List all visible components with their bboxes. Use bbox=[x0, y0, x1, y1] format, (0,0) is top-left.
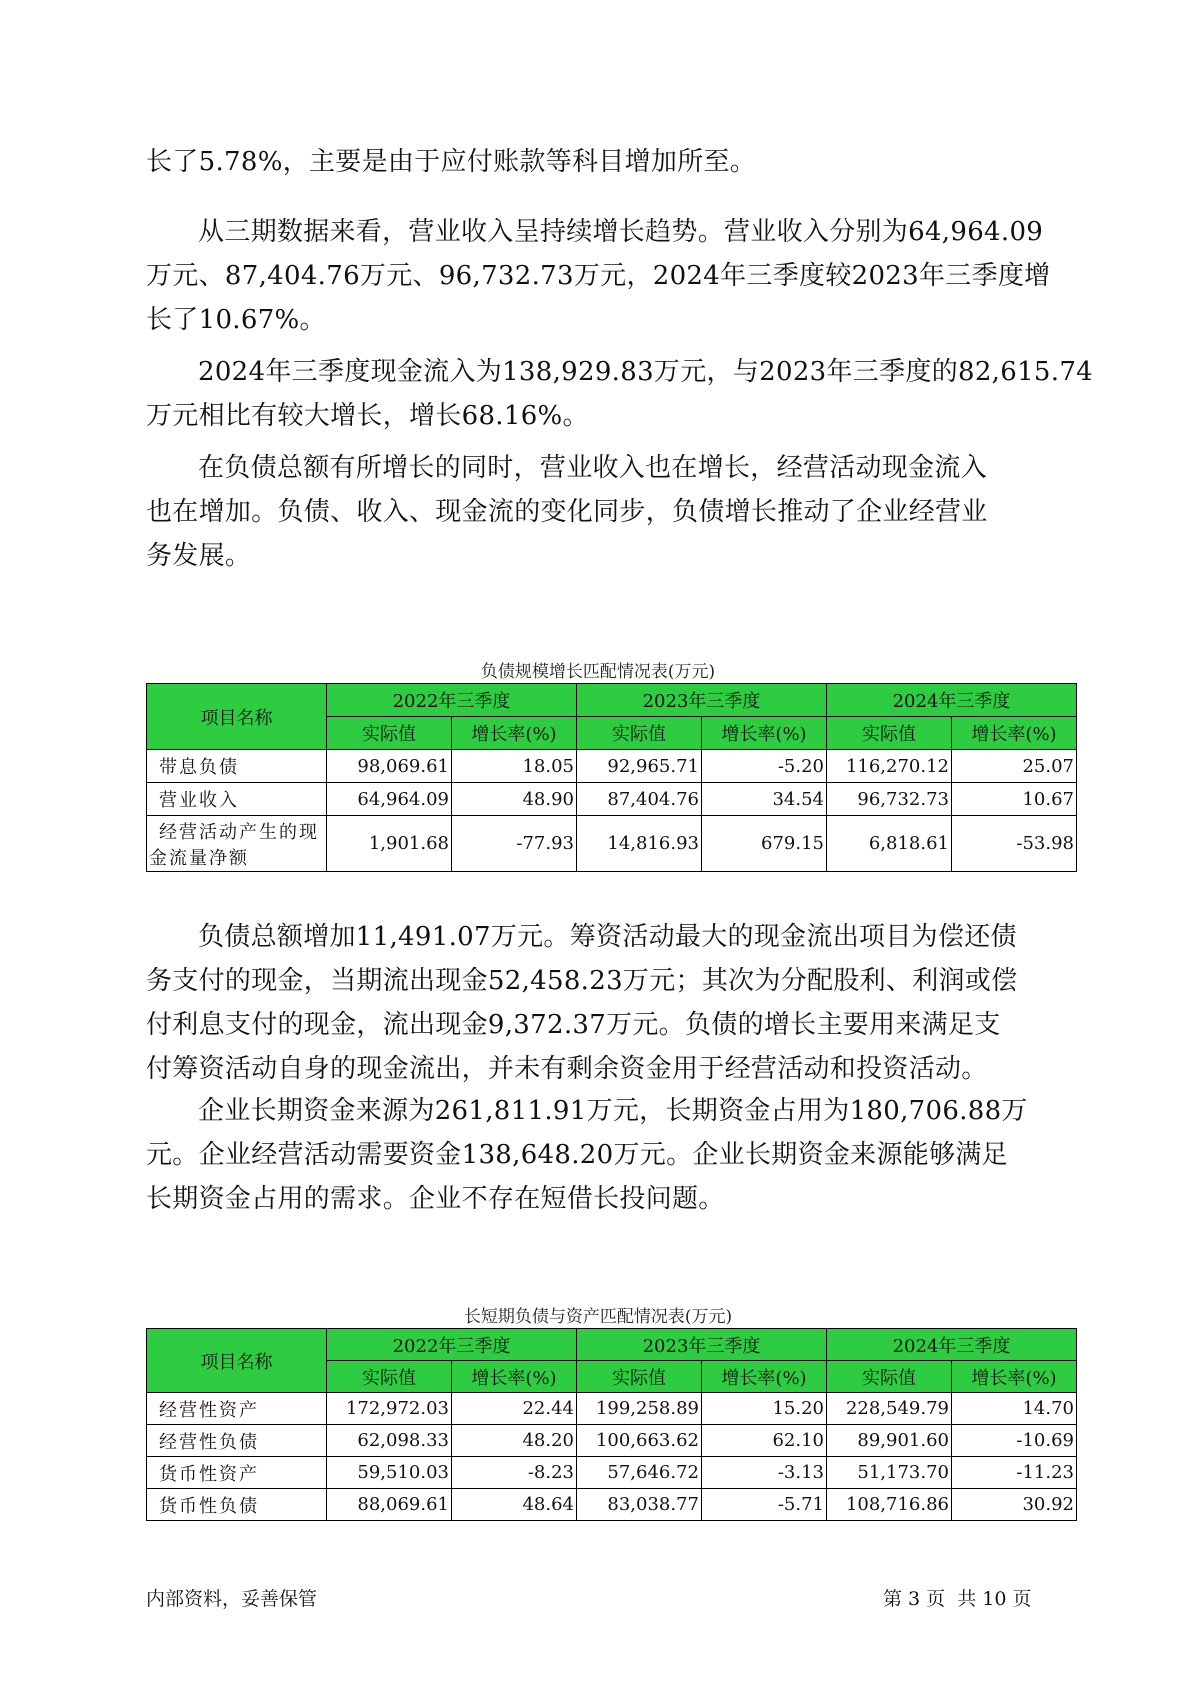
growth-rate-header: 增长率(%) bbox=[452, 1361, 577, 1393]
growth-rate-cell: 48.64 bbox=[452, 1489, 577, 1521]
actual-value-cell: 199,258.89 bbox=[577, 1393, 702, 1425]
paragraph-line: 企业长期资金来源为261,811.91万元，长期资金占用为180,706.88万 bbox=[198, 1096, 1028, 1126]
period-header: 2024年三季度 bbox=[827, 1329, 1077, 1361]
row-label-line: 经营性负债 bbox=[159, 1431, 259, 1453]
footer-confidential: 内部资料，妥善保管 bbox=[146, 1588, 318, 1610]
paragraph-line: 万元相比有较大增长，增长68.16%。 bbox=[146, 401, 589, 431]
body-paragraph bbox=[146, 350, 1094, 438]
actual-value-cell: 88,069.61 bbox=[327, 1489, 452, 1521]
paragraph-line: 在负债总额有所增长的同时，营业收入也在增长，经营活动现金流入 bbox=[198, 453, 988, 483]
table-row bbox=[147, 750, 1077, 783]
growth-rate-cell: -8.23 bbox=[452, 1457, 577, 1489]
actual-value-header: 实际值 bbox=[327, 1361, 452, 1393]
period-header: 2023年三季度 bbox=[577, 684, 827, 717]
growth-rate-cell: 18.05 bbox=[452, 750, 577, 783]
body-paragraph bbox=[146, 915, 1076, 1091]
table-row bbox=[147, 783, 1077, 816]
actual-value-cell: 57,646.72 bbox=[577, 1457, 702, 1489]
actual-value-cell: 98,069.61 bbox=[327, 750, 452, 783]
row-label bbox=[147, 750, 327, 783]
growth-rate-cell: -5.71 bbox=[702, 1489, 827, 1521]
row-label-line: 带息负债 bbox=[159, 757, 239, 778]
growth-rate-cell: -5.20 bbox=[702, 750, 827, 783]
growth-rate-cell: 679.15 bbox=[702, 816, 827, 872]
body-paragraph bbox=[146, 446, 1076, 578]
row-label bbox=[147, 816, 327, 872]
growth-rate-cell: 62.10 bbox=[702, 1425, 827, 1457]
row-label-line: 货币性负债 bbox=[159, 1495, 259, 1517]
actual-value-cell: 89,901.60 bbox=[827, 1425, 952, 1457]
actual-value-cell: 228,549.79 bbox=[827, 1393, 952, 1425]
actual-value-header: 实际值 bbox=[327, 717, 452, 750]
paragraph-line: 从三期数据来看，营业收入呈持续增长趋势。营业收入分别为64,964.09 bbox=[198, 217, 1044, 247]
growth-rate-cell: 14.70 bbox=[952, 1393, 1077, 1425]
paragraph-line: 负债总额增加11,491.07万元。筹资活动最大的现金流出项目为偿还债 bbox=[198, 922, 1017, 952]
row-label-line: 经营性资产 bbox=[159, 1399, 259, 1421]
period-header: 2023年三季度 bbox=[577, 1329, 827, 1361]
table-row bbox=[147, 1489, 1077, 1521]
actual-value-cell: 96,732.73 bbox=[827, 783, 952, 816]
paragraph-line: 付筹资活动自身的现金流出，并未有剩余资金用于经营活动和投资活动。 bbox=[146, 1054, 988, 1084]
table2-caption: 长短期负债与资产匹配情况表(万元) bbox=[463, 1307, 733, 1327]
row-label bbox=[147, 1489, 327, 1521]
period-header: 2022年三季度 bbox=[327, 1329, 577, 1361]
actual-value-header: 实际值 bbox=[827, 1361, 952, 1393]
actual-value-cell: 59,510.03 bbox=[327, 1457, 452, 1489]
table-row bbox=[147, 1457, 1077, 1489]
row-label-line: 营业收入 bbox=[159, 790, 239, 811]
growth-rate-cell: -3.13 bbox=[702, 1457, 827, 1489]
actual-value-header: 实际值 bbox=[577, 717, 702, 750]
growth-rate-header: 增长率(%) bbox=[702, 717, 827, 750]
debt-growth-table bbox=[146, 683, 1077, 872]
table1-caption: 负债规模增长匹配情况表(万元) bbox=[480, 662, 716, 682]
actual-value-cell: 108,716.86 bbox=[827, 1489, 952, 1521]
row-label-line: 金流量净额 bbox=[149, 847, 249, 869]
paragraph-line: 万元、87,404.76万元、96,732.73万元，2024年三季度较2023年三季度增 bbox=[146, 261, 1051, 291]
growth-rate-header: 增长率(%) bbox=[452, 717, 577, 750]
table-row bbox=[147, 1425, 1077, 1457]
growth-rate-cell: -10.69 bbox=[952, 1425, 1077, 1457]
paragraph-line: 长期资金占用的需求。企业不存在短借长投问题。 bbox=[146, 1184, 725, 1214]
actual-value-cell: 1,901.68 bbox=[327, 816, 452, 872]
row-label bbox=[147, 1457, 327, 1489]
growth-rate-cell: 10.67 bbox=[952, 783, 1077, 816]
paragraph-line: 2024年三季度现金流入为138,929.83万元，与2023年三季度的82,615.74 bbox=[198, 357, 1094, 387]
paragraph-line: 也在增加。负债、收入、现金流的变化同步，负债增长推动了企业经营业 bbox=[146, 497, 988, 527]
item-name-header: 项目名称 bbox=[147, 1329, 327, 1393]
paragraph-line: 付利息支付的现金，流出现金9,372.37万元。负债的增长主要用来满足支 bbox=[146, 1010, 1001, 1040]
actual-value-header: 实际值 bbox=[577, 1361, 702, 1393]
row-label bbox=[147, 1425, 327, 1457]
actual-value-cell: 6,818.61 bbox=[827, 816, 952, 872]
period-header: 2024年三季度 bbox=[827, 684, 1077, 717]
growth-rate-cell: 30.92 bbox=[952, 1489, 1077, 1521]
actual-value-cell: 62,098.33 bbox=[327, 1425, 452, 1457]
growth-rate-cell: 48.90 bbox=[452, 783, 577, 816]
paragraph-line: 长了5.78%，主要是由于应付账款等科目增加所至。 bbox=[146, 147, 757, 177]
actual-value-cell: 100,663.62 bbox=[577, 1425, 702, 1457]
actual-value-cell: 64,964.09 bbox=[327, 783, 452, 816]
footer-page-number: 第 3 页 共 10 页 bbox=[883, 1588, 1032, 1610]
paragraph-line: 务支付的现金，当期流出现金52,458.23万元；其次为分配股利、利润或偿 bbox=[146, 966, 1018, 996]
paragraph-line: 务发展。 bbox=[146, 541, 252, 571]
growth-rate-cell: -11.23 bbox=[952, 1457, 1077, 1489]
actual-value-cell: 87,404.76 bbox=[577, 783, 702, 816]
paragraph-line: 长了10.67%。 bbox=[146, 305, 326, 335]
item-name-header: 项目名称 bbox=[147, 684, 327, 750]
actual-value-header: 实际值 bbox=[827, 717, 952, 750]
growth-rate-cell: 15.20 bbox=[702, 1393, 827, 1425]
row-label bbox=[147, 1393, 327, 1425]
growth-rate-cell: -53.98 bbox=[952, 816, 1077, 872]
actual-value-cell: 116,270.12 bbox=[827, 750, 952, 783]
growth-rate-header: 增长率(%) bbox=[952, 1361, 1077, 1393]
paragraph-line: 元。企业经营活动需要资金138,648.20万元。企业长期资金来源能够满足 bbox=[146, 1140, 1008, 1170]
row-label-line: 经营活动产生的现 bbox=[159, 821, 319, 843]
asset-liability-table bbox=[146, 1328, 1077, 1521]
actual-value-cell: 83,038.77 bbox=[577, 1489, 702, 1521]
growth-rate-header: 增长率(%) bbox=[952, 717, 1077, 750]
table-row bbox=[147, 1393, 1077, 1425]
growth-rate-cell: 25.07 bbox=[952, 750, 1077, 783]
row-label-line: 货币性资产 bbox=[159, 1463, 259, 1485]
growth-rate-cell: -77.93 bbox=[452, 816, 577, 872]
body-paragraph bbox=[146, 140, 1076, 184]
actual-value-cell: 92,965.71 bbox=[577, 750, 702, 783]
actual-value-cell: 14,816.93 bbox=[577, 816, 702, 872]
table-row bbox=[147, 816, 1077, 872]
body-paragraph bbox=[146, 210, 1076, 342]
growth-rate-cell: 22.44 bbox=[452, 1393, 577, 1425]
row-label bbox=[147, 783, 327, 816]
actual-value-cell: 172,972.03 bbox=[327, 1393, 452, 1425]
period-header: 2022年三季度 bbox=[327, 684, 577, 717]
actual-value-cell: 51,173.70 bbox=[827, 1457, 952, 1489]
growth-rate-cell: 34.54 bbox=[702, 783, 827, 816]
growth-rate-header: 增长率(%) bbox=[702, 1361, 827, 1393]
body-paragraph bbox=[146, 1089, 1076, 1221]
growth-rate-cell: 48.20 bbox=[452, 1425, 577, 1457]
